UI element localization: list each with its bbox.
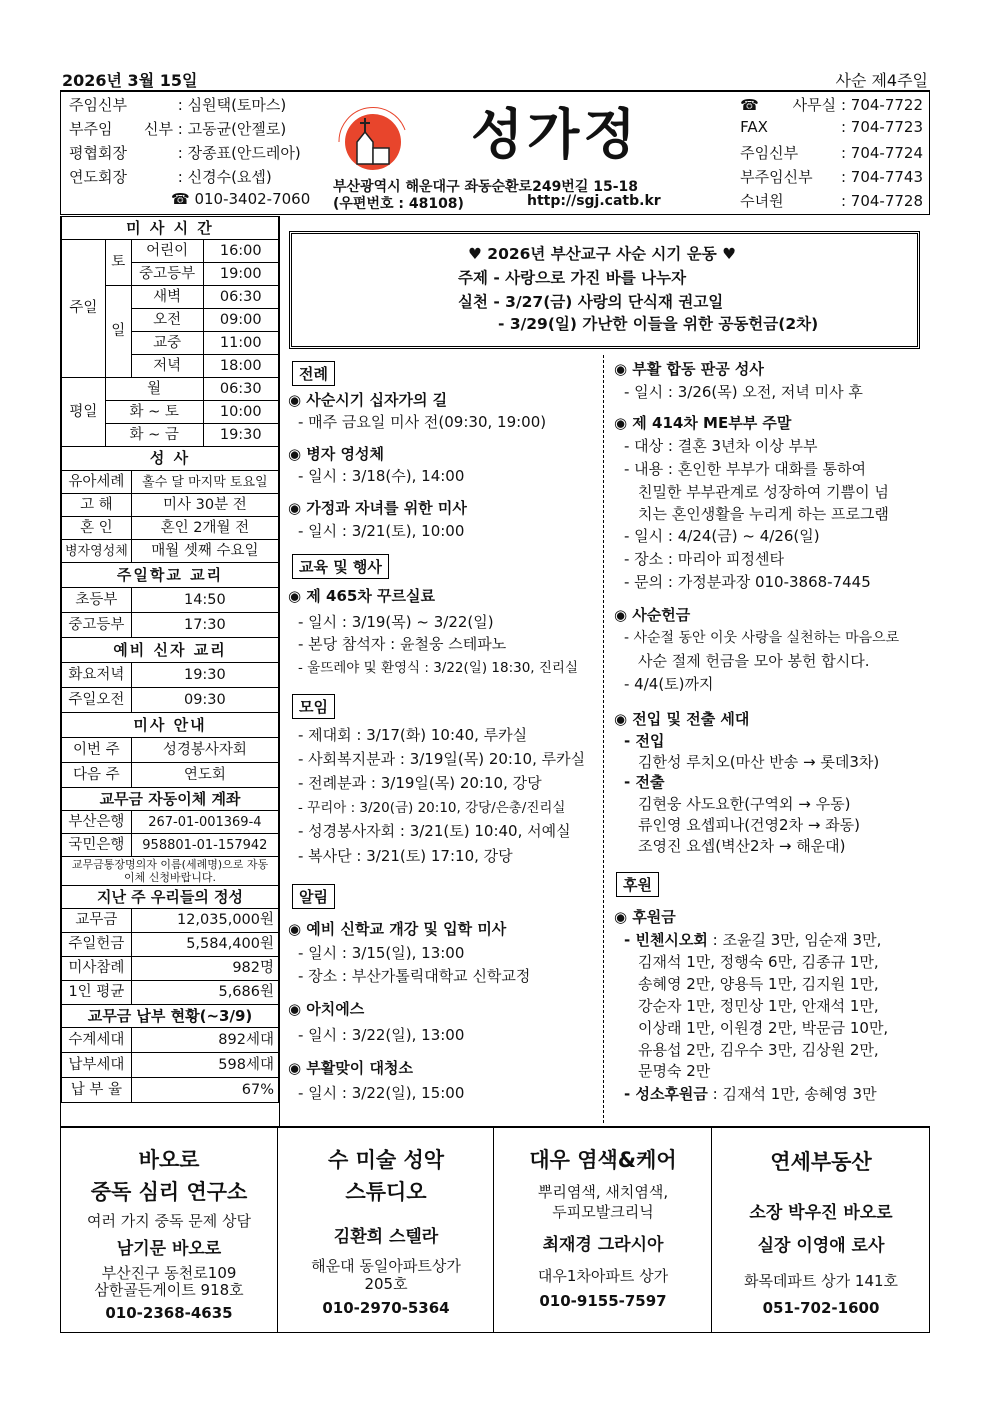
section-education: 교육 및 행사	[292, 554, 389, 579]
item-heading: ◉ 가정과 자녀를 위한 미사	[288, 499, 467, 517]
item-line: - 일시 : 3/18(수), 14:00	[298, 467, 465, 485]
ad-subtitle: 스튜디오	[345, 1180, 427, 1204]
item-heading: ◉ 부활 합동 판공 성사	[614, 360, 764, 378]
contact-convent: 수녀원 : 704-7728	[740, 192, 923, 210]
mass-time: 19:00	[203, 263, 279, 286]
ad-phone: 010-9155-7597	[539, 1292, 667, 1310]
item-heading: ◉ 사순시기 십자가의 길	[288, 391, 448, 409]
offering-value: 5,584,400원	[131, 933, 278, 957]
item-line: 류인영 요셉피나(건영2차 → 좌동)	[638, 816, 861, 834]
sacrament-name: 유아세례	[62, 471, 132, 494]
ad-address: 삼한골든게이트 918호	[94, 1281, 244, 1299]
item-line: 사순 절제 헌금을 모아 봉헌 합시다.	[638, 652, 870, 670]
masthead-title: 성가정	[471, 103, 640, 166]
lent-campaign-banner	[289, 231, 920, 349]
mass-name: 오전	[131, 309, 203, 332]
payment-label: 납부세대	[62, 1053, 132, 1078]
item-line: 문명숙 2만	[638, 1062, 711, 1080]
item-line: - 사회복지분과 : 3/19일(목) 20:10, 루카실	[298, 750, 586, 768]
item-line: - 일시 : 3/21(토), 10:00	[298, 522, 465, 540]
item-line: - 4/4(토)까지	[624, 675, 714, 693]
item-line: - 성경봉사자회 : 3/21(토) 10:40, 서예실	[298, 822, 571, 840]
item-line: - 전례분과 : 3/19일(목) 20:10, 강당	[298, 774, 542, 792]
staff-pastor: 주임신부 : 심원택(토마스)	[69, 96, 287, 114]
school-group: 초등부	[62, 588, 132, 613]
item-line: - 본당 참석자 : 윤철웅 스테파노	[298, 635, 507, 653]
payment-label: 수계세대	[62, 1028, 132, 1053]
ad-phone: 010-2368-4635	[105, 1304, 233, 1322]
catechumen-time: 19:30	[131, 663, 278, 688]
mass-name: 화 ~ 토	[105, 401, 203, 424]
ad-address: 해운대 동일아파트상가	[311, 1257, 461, 1275]
mass-name: 새벽	[131, 286, 203, 309]
mass-time: 11:00	[203, 332, 279, 355]
item-line: 조영진 요셉(벽산2차 → 해운대)	[638, 837, 846, 855]
mass-time: 09:00	[203, 309, 279, 332]
left-info-column	[60, 216, 280, 1127]
ad-phone: 051-702-1600	[762, 1299, 880, 1317]
mass-guide-title: 미사 안내	[62, 713, 279, 738]
item-heading: ◉ 전입 및 전출 세대	[614, 710, 750, 728]
liturgical-week: 사순 제4주일	[835, 71, 928, 90]
mass-name: 저녁	[131, 355, 203, 378]
sacrament-time: 혼인 2개월 전	[131, 517, 278, 540]
column-divider	[603, 355, 604, 1123]
mass-time: 10:00	[203, 401, 279, 424]
contact-associate: 부주임신부 : 704-7743	[740, 168, 923, 186]
item-heading: ◉ 예비 신학교 개강 및 입학 미사	[288, 920, 507, 938]
info-table	[61, 216, 279, 1103]
item-line: - 꾸리아 : 3/20(금) 20:10, 강당/은총/진리실	[298, 800, 566, 816]
bank-name: 국민은행	[62, 834, 132, 857]
ad-address: 부산진구 동천로109	[101, 1264, 237, 1282]
postal-code: (우편번호 : 48108)	[333, 196, 464, 212]
item-line: - 일시 : 3/26(목) 오전, 저녁 미사 후	[624, 383, 863, 401]
offering-label: 주일헌금	[62, 933, 132, 957]
ad-address: 205호	[364, 1275, 408, 1293]
ad-art-studio	[277, 1128, 494, 1332]
mass-time: 06:30	[203, 378, 279, 401]
payment-title: 교무금 납부 현황(~3/9)	[62, 1005, 279, 1028]
item-heading: ◉ 병자 영성체	[288, 445, 384, 463]
catechumen-title: 예비 신자 교리	[62, 638, 279, 663]
mass-name: 월	[105, 378, 203, 401]
item-line: - 빈첸시오회 : 조윤길 3만, 임순재 3만,	[624, 931, 882, 949]
item-line: 치는 혼인생활을 누리게 하는 프로그램	[638, 505, 889, 523]
offering-label: 1인 평균	[62, 981, 132, 1005]
church-address: 부산광역시 해운대구 좌동순환로249번길 15-18	[333, 179, 639, 195]
item-heading: ◉ 후원금	[614, 908, 676, 926]
item-line: - 일시 : 3/15(일), 13:00	[298, 944, 465, 962]
ad-address: 화목데파트 상가 141호	[743, 1272, 899, 1290]
mass-time: 06:30	[203, 286, 279, 309]
banner-title: ♥ 2026년 부산교구 사순 시기 운동 ♥	[468, 245, 737, 263]
school-time: 14:50	[131, 588, 278, 613]
mass-time: 16:00	[203, 240, 279, 263]
bulletin-date: 2026년 3월 15일	[62, 71, 198, 90]
item-heading: ◉ 제 465차 꾸르실료	[288, 587, 436, 605]
mass-name: 중고등부	[131, 263, 203, 286]
sunday-label: 주일	[62, 240, 106, 378]
mass-time: 19:30	[203, 424, 279, 447]
item-line: - 매주 금요일 미사 전(09:30, 19:00)	[298, 413, 547, 431]
guide-group: 성경봉사자회	[131, 738, 278, 763]
item-heading: ◉ 부활맞이 대청소	[288, 1059, 413, 1077]
bank-note: 교무금통장명의자 이름(세례명)으로 자동이체 신청바랍니다.	[62, 857, 279, 886]
contact-pastor: 주임신부 : 704-7724	[740, 144, 923, 162]
staff-council: 평협회장 : 장종표(안드레아)	[69, 144, 301, 162]
section-liturgy: 전례	[292, 361, 335, 386]
mass-name: 교중	[131, 332, 203, 355]
item-line: 이상래 1만, 이원경 2만, 박문금 10만,	[638, 1019, 889, 1037]
catechumen-session: 화요저녁	[62, 663, 132, 688]
item-line: 친밀한 부부관계로 성장하여 기쁨이 넘	[638, 483, 889, 501]
offering-value: 5,686원	[131, 981, 278, 1005]
move-in-label: - 전입	[624, 732, 665, 750]
weekday-label: 평일	[62, 378, 106, 447]
item-line: - 일시 : 4/24(금) ~ 4/26(일)	[624, 527, 820, 545]
item-line: 강순자 1만, 정민상 1만, 안재석 1만,	[638, 997, 879, 1015]
school-group: 중고등부	[62, 613, 132, 638]
payment-value: 67%	[131, 1078, 278, 1103]
ad-title: 대우 염색&케어	[529, 1148, 677, 1172]
ad-address: 대우1차아파트 상가	[537, 1267, 669, 1285]
catechumen-session: 주일오전	[62, 688, 132, 713]
offering-label: 교무금	[62, 909, 132, 933]
sacrament-name: 고 해	[62, 494, 132, 517]
ad-contact-name: 김환희 스텔라	[333, 1227, 439, 1247]
item-heading: ◉ 아치에스	[288, 1000, 365, 1018]
item-line: 유용섭 2만, 김우수 3만, 김상원 2만,	[638, 1041, 879, 1059]
ad-text: 뿌리염색, 새치염색,	[537, 1183, 669, 1201]
church-logo	[331, 102, 411, 182]
sacrament-name: 병자영성체	[62, 540, 132, 563]
catechumen-time: 09:30	[131, 688, 278, 713]
item-line: - 문의 : 가정분과장 010-3868-7445	[624, 573, 871, 591]
mass-name: 화 ~ 금	[105, 424, 203, 447]
item-line: 김현웅 사도요한(구역외 → 우동)	[638, 795, 851, 813]
bank-account: 958801-01-157942	[131, 834, 278, 857]
sunday-school-title: 주일학교 교리	[62, 563, 279, 588]
item-line: - 일시 : 3/22(일), 13:00	[298, 1026, 465, 1044]
guide-group: 연도회	[131, 763, 278, 788]
banner-practice-1: 실천 - 3/27(금) 사랑의 단식재 권고일	[458, 293, 724, 311]
sacrament-time: 홀수 달 마지막 토요일	[131, 471, 278, 494]
item-line: - 제대회 : 3/17(화) 10:40, 루카실	[298, 726, 528, 744]
item-heading: ◉ 제 414차 ME부부 주말	[614, 414, 792, 432]
banner-practice-2: - 3/29(일) 가난한 이들을 위한 공동헌금(2차)	[498, 315, 819, 333]
ad-title: 연세부동산	[770, 1150, 872, 1174]
mass-time: 18:00	[203, 355, 279, 378]
website-link[interactable]: http://sgj.catb.kr	[527, 193, 661, 209]
bank-title: 교무금 자동이체 계좌	[62, 788, 279, 811]
payment-value: 598세대	[131, 1053, 278, 1078]
school-time: 17:30	[131, 613, 278, 638]
mass-name: 어린이	[131, 240, 203, 263]
header-block	[60, 92, 930, 215]
offering-title: 지난 주 우리들의 정성	[62, 886, 279, 909]
sacrament-time: 미사 30분 전	[131, 494, 278, 517]
staff-associate: 부주임 신부 : 고동균(안젤로)	[69, 120, 287, 138]
item-line: - 성소후원금 : 김재석 1만, 송혜영 3만	[624, 1085, 877, 1103]
saturday-label: 토	[105, 240, 131, 286]
sacrament-time: 매월 셋째 수요일	[131, 540, 278, 563]
offering-value: 12,035,000원	[131, 909, 278, 933]
payment-value: 892세대	[131, 1028, 278, 1053]
item-heading: ◉ 사순헌금	[614, 606, 691, 624]
ad-subtitle: 중독 심리 연구소	[90, 1180, 248, 1204]
item-line: 김한성 루치오(마산 반송 → 롯데3차)	[638, 753, 880, 771]
item-line: - 일시 : 3/19(목) ~ 3/22(일)	[298, 613, 494, 631]
ad-real-estate	[711, 1128, 930, 1332]
guide-week: 다음 주	[62, 763, 132, 788]
item-line: - 내용 : 혼인한 부부가 대화를 통하여	[624, 460, 866, 478]
offering-value: 982명	[131, 957, 278, 981]
contact-fax: FAX : 704-7723	[740, 118, 923, 136]
section-notices: 알림	[292, 884, 335, 909]
item-line: - 대상 : 결혼 3년차 이상 부부	[624, 437, 818, 455]
item-line: - 일시 : 3/22(일), 15:00	[298, 1084, 465, 1102]
staff-phone: ☎ 010-3402-7060	[171, 190, 311, 208]
ad-counseling	[61, 1128, 277, 1332]
bank-name: 부산은행	[62, 811, 132, 834]
ad-hair-care	[493, 1128, 712, 1332]
ad-contact-name: 남기문 바오로	[116, 1239, 222, 1259]
ad-contact-name: 소장 박우진 바오로	[749, 1203, 893, 1223]
item-line: 송혜영 2만, 양용득 1만, 김지원 1만,	[638, 975, 879, 993]
move-out-label: - 전출	[624, 773, 665, 791]
sacraments-title: 성 사	[62, 447, 279, 471]
ad-contact-name: 실장 이영애 로사	[757, 1236, 885, 1256]
ad-contact-name: 최재경 그라시아	[542, 1235, 664, 1255]
ad-phone: 010-2970-5364	[322, 1299, 450, 1317]
guide-week: 이번 주	[62, 738, 132, 763]
day-label: 일	[105, 286, 131, 378]
payment-label: 납 부 율	[62, 1078, 132, 1103]
item-line: - 사순절 동안 이웃 사랑을 실천하는 마음으로	[624, 630, 900, 646]
mass-times-title: 미 사 시 간	[62, 217, 279, 240]
item-line: - 장소 : 마리아 피정센타	[624, 550, 784, 568]
staff-yeondo: 연도회장 : 신경수(요셉)	[69, 168, 272, 186]
ad-text: 여러 가지 중독 문제 상담	[87, 1212, 251, 1230]
ad-title: 수 미술 성악	[327, 1148, 445, 1172]
item-line: - 장소 : 부산가톨릭대학교 신학교정	[298, 967, 531, 985]
bank-account: 267-01-001369-4	[131, 811, 278, 834]
section-meetings: 모임	[292, 694, 335, 719]
item-line: 김재석 1만, 정행숙 6만, 김종규 1만,	[638, 953, 879, 971]
item-line: - 복사단 : 3/21(토) 17:10, 강당	[298, 847, 513, 865]
ad-text: 두피모발크리닉	[552, 1203, 654, 1221]
section-support: 후원	[616, 872, 659, 897]
banner-theme: 주제 - 사랑으로 가진 바를 나누자	[458, 269, 687, 287]
ad-title: 바오로	[138, 1148, 200, 1172]
offering-label: 미사참례	[62, 957, 132, 981]
item-line: - 울뜨레야 및 환영식 : 3/22(일) 18:30, 진리실	[298, 660, 578, 676]
sacrament-name: 혼 인	[62, 517, 132, 540]
advertisements	[60, 1126, 930, 1333]
contact-office: ☎ 사무실 : 704-7722	[740, 96, 923, 114]
